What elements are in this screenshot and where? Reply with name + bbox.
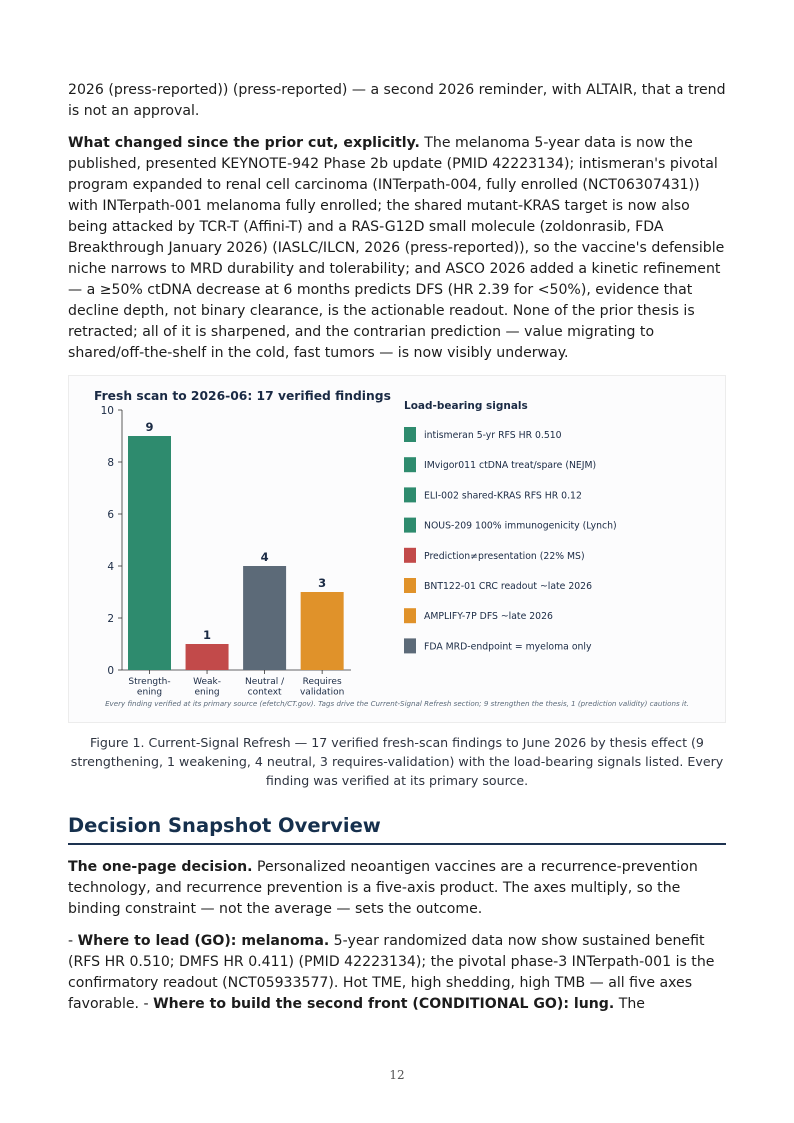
figure-caption: Figure 1. Current-Signal Refresh — 17 verified fresh-scan findings to June 2026 by thesis effect (9 strengthening, 1 weakening, 4 neutral, 3 requires-validation) with the load-bearing signals listed. Every finding was verified at its primary source. xyxy=(70,735,724,788)
legend-label: FDA MRD-endpoint = myeloma only xyxy=(424,641,592,653)
legend-label: Prediction≠presentation (22% MS) xyxy=(424,550,585,562)
legend-title: Load-bearing signals xyxy=(404,400,528,412)
legend-swatch xyxy=(404,638,416,653)
bar-value-label: 1 xyxy=(203,628,212,642)
chart-title: Fresh scan to 2026-06: 17 verified findings xyxy=(94,389,391,403)
legend-label: ELI-002 shared-KRAS RFS HR 0.12 xyxy=(424,490,582,502)
bullet-dash-2: - xyxy=(143,996,154,1012)
bar xyxy=(186,644,229,670)
page-number: 12 xyxy=(389,1068,405,1082)
bar-value-label: 4 xyxy=(260,550,269,564)
paragraph-one-page xyxy=(68,857,726,920)
one-page-lead: The one-page decision. xyxy=(68,859,253,875)
x-tick-label: Strength-ening xyxy=(128,677,171,698)
bar xyxy=(301,592,344,670)
y-tick-label: 8 xyxy=(107,457,114,469)
paragraph-top: 2026 (press-reported)) (press-reported) — a second 2026 reminder, with ALTAIR, that a trend is not an approval. xyxy=(68,82,726,119)
x-tick-label: Neutral / context xyxy=(245,677,285,698)
legend-swatch xyxy=(404,608,416,623)
bullet-lead-melanoma: Where to lead (GO): melanoma. xyxy=(77,933,330,949)
y-tick-label: 6 xyxy=(107,509,114,521)
legend-swatch xyxy=(404,487,416,502)
paragraph-bullets xyxy=(68,931,726,1015)
y-tick-label: 2 xyxy=(107,613,114,625)
bar-value-label: 3 xyxy=(318,576,327,590)
legend-label: NOUS-209 100% immunogenicity (Lynch) xyxy=(424,520,617,532)
x-tick-label: Weak-ening xyxy=(193,677,221,698)
bullet-dash-1: - xyxy=(68,933,78,949)
page-body xyxy=(68,80,726,1026)
one-page-body: Personalized neoantigen vaccines are a recurrence-prevention technology, and recurrence prevention is a five-axis product. The axes multiply, so the binding constraint — not the average — sets the outcome. xyxy=(68,859,698,917)
figure-1 xyxy=(68,375,726,723)
legend-swatch xyxy=(404,427,416,442)
what-changed-body: The melanoma 5-year data is now the published, presented KEYNOTE-942 Phase 2b update (PMID 42223134); intismeran's pivotal program expanded to renal cell carcinoma (INTerpath-004, fully enrolled (NCT06307431)) with INTerpath-001 melanoma fully enrolled; the shared mutant-KRAS target is now also being attacked by TCR-T (Affini-T) and a RAS-G12D small molecule (zoldonrasib, FDA Breakthrough January 2026) (IASLC/ILCN, 2026 (press-reported)), so the vaccine's defensible niche narrows to MRD durability and tolerability; and ASCO 2026 added a kinetic refinement — a ≥50% ctDNA decrease at 6 months predicts DFS (HR 2.39 for <50%), evidence that decline depth, not binary clearance, is the actionable readout. None of the prior thesis is retracted; all of it is sharpened, and the contrarian prediction — value migrating to shared/off-the-shelf in the cold, fast tumors — is now visibly underway. xyxy=(68,135,725,361)
y-tick-label: 0 xyxy=(107,665,114,677)
bar xyxy=(128,436,171,670)
legend-label: BNT122-01 CRC readout ~late 2026 xyxy=(424,581,592,592)
legend-swatch xyxy=(404,548,416,563)
bullet-body-melanoma: 5-year randomized data now show sustained benefit (RFS HR 0.510; DMFS HR 0.411) (PMID 42223134); the pivotal phase-3 INTerpath-001 is the confirmatory readout (NCT05933577). Hot TME, high shedding, high TMB — all five axes favorable. xyxy=(68,933,715,1012)
chart-footnote: Every finding verified at its primary source (efetch/CT.gov). Tags drive the Current-Signal Refresh section; 9 strengthen the thesis, 1 (prediction validity) cautions it. xyxy=(105,699,689,708)
y-tick-label: 4 xyxy=(107,561,114,573)
legend-swatch xyxy=(404,457,416,472)
x-tick-label: Requires validation xyxy=(299,677,345,698)
bar xyxy=(243,566,286,670)
legend-swatch xyxy=(404,578,416,593)
legend-swatch xyxy=(404,518,416,533)
paragraph-what-changed xyxy=(68,133,726,364)
bullet-body-lung: The xyxy=(614,996,645,1012)
y-tick-label: 10 xyxy=(100,405,114,417)
section-heading: Decision Snapshot Overview xyxy=(68,814,726,845)
bullet-lead-lung: Where to build the second front (CONDITIONAL GO): lung. xyxy=(153,996,615,1012)
legend-label: IMvigor011 ctDNA treat/spare (NEJM) xyxy=(424,460,597,472)
legend-label: AMPLIFY-7P DFS ~late 2026 xyxy=(424,611,553,623)
legend-label: intismeran 5-yr RFS HR 0.510 xyxy=(424,430,562,441)
what-changed-lead: What changed since the prior cut, explicitly. xyxy=(68,135,420,151)
bar-chart xyxy=(69,376,725,722)
bar-value-label: 9 xyxy=(145,420,154,434)
